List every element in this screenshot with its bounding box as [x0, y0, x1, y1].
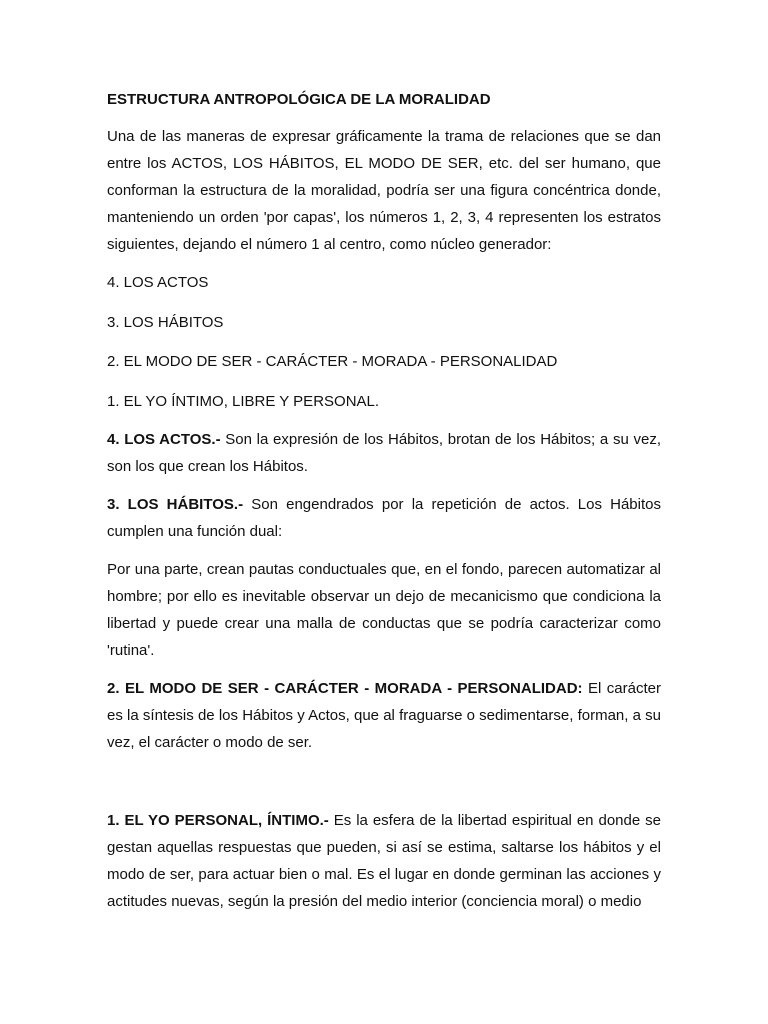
- section-actos-heading: 4. LOS ACTOS.-: [107, 431, 221, 448]
- section-yo-personal: [107, 807, 661, 915]
- section-actos-text: Son la expresión de los Hábitos, brotan de los Hábitos; a su vez, son los que crean los Hábitos.: [107, 431, 661, 475]
- section-habitos-detail: Por una parte, crean pautas conductuales que, en el fondo, parecen automatizar al hombre; por ello es inevitable observar un dejo de mecanicismo que condiciona la libertad y puede crear una malla de conductas que se podría caracterizar como 'rutina'.: [107, 561, 661, 659]
- section-yo-personal-heading: 1. EL YO PERSONAL, ÍNTIMO.-: [107, 812, 329, 829]
- section-modo-de-ser-heading: 2. EL MODO DE SER - CARÁCTER - MORADA - PERSONALIDAD:: [107, 680, 583, 697]
- list-item-habitos: 3. LOS HÁBITOS: [107, 314, 224, 331]
- section-modo-de-ser-text: El carácter es la síntesis de los Hábitos y Actos, que al fraguarse o sedimentarse, forman, a su vez, el carácter o modo de ser.: [107, 680, 661, 751]
- section-modo-de-ser: [107, 675, 661, 756]
- section-actos: [107, 426, 661, 480]
- document-page: [107, 90, 661, 926]
- intro-paragraph: Una de las maneras de expresar gráficamente la trama de relaciones que se dan entre los ACTOS, LOS HÁBITOS, EL MODO DE SER, etc. del ser humano, que conforman la estructura de la moralidad, podría ser una figura concéntrica donde, manteniendo un orden 'por capas', los números 1, 2, 3, 4 representen los estratos siguientes, dejando el número 1 al centro, como núcleo generador:: [107, 128, 661, 253]
- section-habitos-heading: 3. LOS HÁBITOS.-: [107, 496, 244, 513]
- section-habitos: [107, 491, 661, 545]
- document-title: ESTRUCTURA ANTROPOLÓGICA DE LA MORALIDAD: [107, 91, 491, 108]
- list-item-yo-intimo: 1. EL YO ÍNTIMO, LIBRE Y PERSONAL.: [107, 393, 380, 410]
- section-yo-personal-text: Es la esfera de la libertad espiritual en donde se gestan aquellas respuestas que pueden, si así se estima, saltarse los hábitos y el modo de ser, para actuar bien o mal. Es el lugar en donde germinan las acciones y actitudes nuevas, según la presión del medio interior (conciencia moral) o medio: [107, 812, 661, 910]
- section-habitos-text: Son engendrados por la repetición de actos. Los Hábitos cumplen una función dual:: [107, 496, 661, 540]
- list-item-modo-de-ser: 2. EL MODO DE SER - CARÁCTER - MORADA - PERSONALIDAD: [107, 353, 558, 370]
- list-item-actos: 4. LOS ACTOS: [107, 274, 209, 291]
